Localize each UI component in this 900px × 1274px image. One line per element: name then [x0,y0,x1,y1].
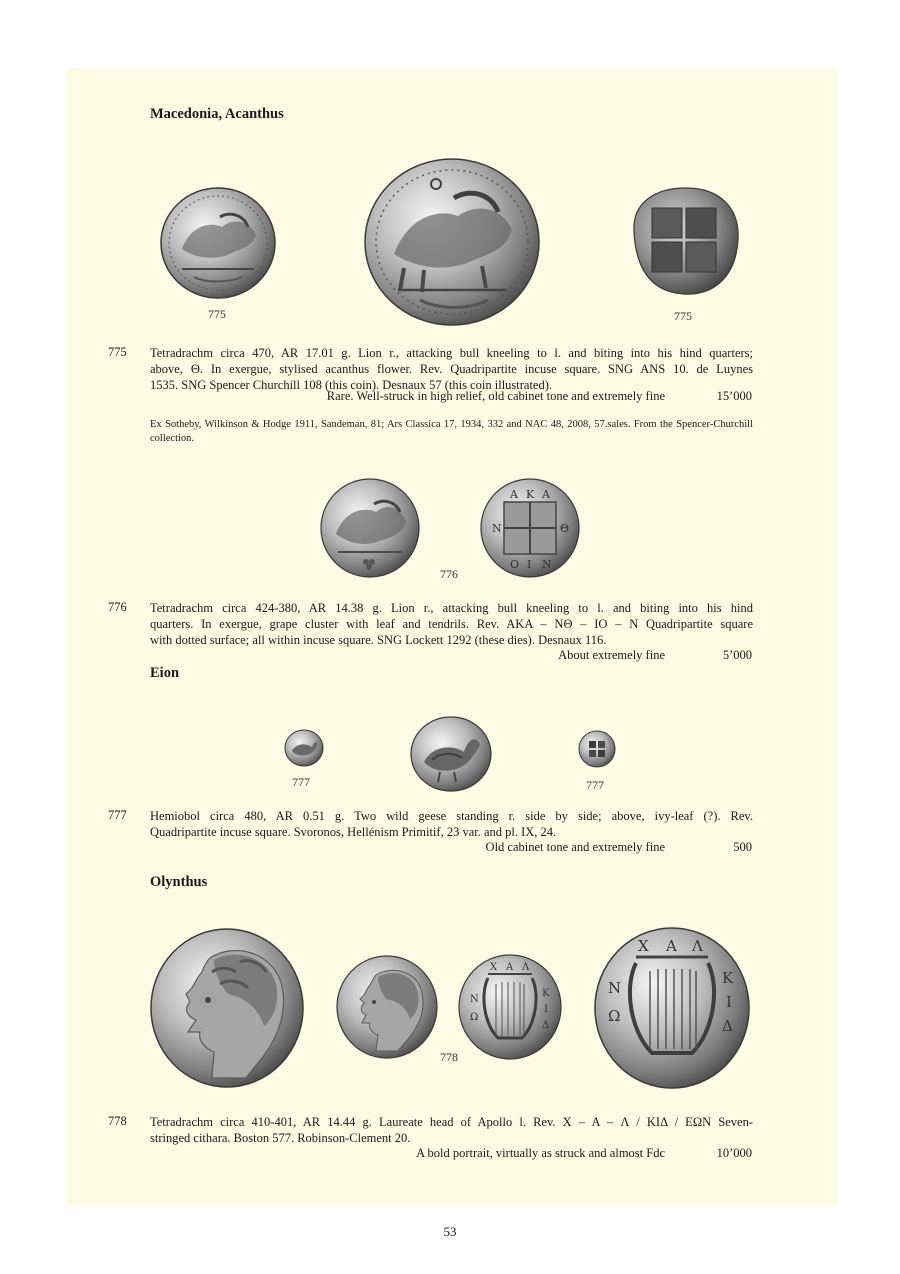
description-line: stringed cithara. Boston 577. Robinson-Clement 20. [150,1131,411,1145]
coin-legend-letter: O [510,558,520,571]
coin-caption: 778 [440,1050,458,1064]
coin-legend-letter: I [726,993,732,1011]
coin-778-obverse-small [336,955,438,1059]
lot-provenance: Ex Sotheby, Wilkinson & Hodge 1911, Sandeman, 81; Ars Classica 17, 1934, 332 and NAC 48, 2008, 57.sales. From the Spencer-Churchill collection. [150,419,753,444]
coin-legend-letter: Θ [560,522,570,535]
description-line: quarters. In exergue, grape cluster with leaf and tendrils. Rev. AKA – NΘ – IO – N Quadripartite square [150,617,753,631]
lot-price: 5’000 [722,648,752,662]
coin-777-obverse-large [410,716,492,792]
description-line: with dotted surface; all within incuse square. SNG Lockett 1292 (these dies). Desnaux 116. [150,633,607,647]
coin-legend-letter: N [470,994,479,1005]
coin-775-reverse [626,182,744,300]
coin-legend-letter: A [542,488,550,501]
lot-grade: Old cabinet tone and extremely fine [485,840,665,854]
coin-legend-letter: A [666,937,677,955]
coin-legend-letter: I [544,1004,548,1015]
coin-775-obverse-small [160,187,276,299]
coin-776-reverse [480,478,580,578]
lot-number: 776 [108,600,127,614]
coin-legend-letter: Δ [542,1020,550,1031]
lot-grade: A bold portrait, virtually as struck and almost Fdc [416,1146,665,1160]
description-line: Quadripartite incuse square. Svoronos, Hellénism Primitif, 23 var. and pl. IX, 24. [150,825,557,839]
coin-caption: 777 [586,778,604,792]
lot-price: 15’000 [716,389,752,403]
section-heading-eion: Eion [150,665,180,681]
coin-legend-letter: Λ [692,937,703,955]
coin-legend-letter: Λ [522,962,530,973]
coin-legend-letter: Ω [470,1012,479,1023]
lot-description [150,1114,753,1146]
coin-legend-letter: N [542,558,552,571]
description-line: Hemiobol circa 480, AR 0.51 g. Two wild geese standing r. side by side; above, ivy-leaf (?). Rev. [150,809,753,823]
lot-description [150,808,753,840]
lot-number: 778 [108,1114,127,1128]
coin-caption: 775 [674,309,692,323]
lot-price: 10’000 [716,1146,752,1160]
section-heading-olynthus: Olynthus [150,874,208,890]
coin-caption: 777 [292,775,310,789]
coin-777-reverse [578,730,616,768]
coin-778-obverse-large [150,928,304,1088]
coin-776-obverse [320,478,420,578]
coin-legend-letter: X [638,937,649,955]
coin-legend-letter: Ω [608,1007,621,1025]
coin-legend-letter: X [490,962,498,973]
coin-legend-letter: K [542,988,550,999]
lot-price: 500 [733,840,752,854]
coin-legend-letter: I [527,558,532,571]
description-line: Tetradrachm circa 424-380, AR 14.38 g. Lion r., attacking bull kneeling to l. and biting into his hind [150,601,753,615]
coin-caption: 776 [440,567,458,581]
lot-grade: About extremely fine [558,648,665,662]
page-number: 53 [443,1224,457,1239]
lot-grade: Rare. Well-struck in high relief, old cabinet tone and extremely fine [326,389,665,403]
coin-legend-letter: N [492,522,502,535]
section-heading-acanthus: Macedonia, Acanthus [150,106,284,122]
coin-legend-letter: Δ [722,1017,733,1035]
coin-legend-letter: A [510,488,518,501]
lot-description [150,600,753,648]
coin-775-obverse-large [364,158,540,326]
coin-caption: 775 [208,307,226,321]
coin-778-reverse-small [458,954,562,1060]
description-line: Tetradrachm circa 410-401, AR 14.44 g. Laureate head of Apollo l. Rev. X – A – Λ / KIΔ / EΩN Seven- [150,1115,753,1129]
coin-777-obverse-small [284,729,324,767]
coin-778-reverse-large [594,927,750,1089]
coin-legend-letter: N [608,979,622,997]
lot-number: 775 [108,345,127,359]
coin-legend-letter: K [526,488,535,501]
description-line: 1535. SNG Spencer Churchill 108 (this coin). Desnaux 57 (this coin illustrated). [150,378,553,392]
lot-description [150,345,753,393]
coin-legend-letter: A [506,962,514,973]
lot-number: 777 [108,808,127,822]
description-line: Tetradrachm circa 470, AR 17.01 g. Lion r., attacking bull kneeling to l. and biting into his hind quarters; [150,346,753,360]
coin-legend-letter: K [722,969,734,987]
description-line: above, Θ. In exergue, stylised acanthus flower. Rev. Quadripartite incuse square. SNG ANS 10. de Luynes [150,362,753,376]
